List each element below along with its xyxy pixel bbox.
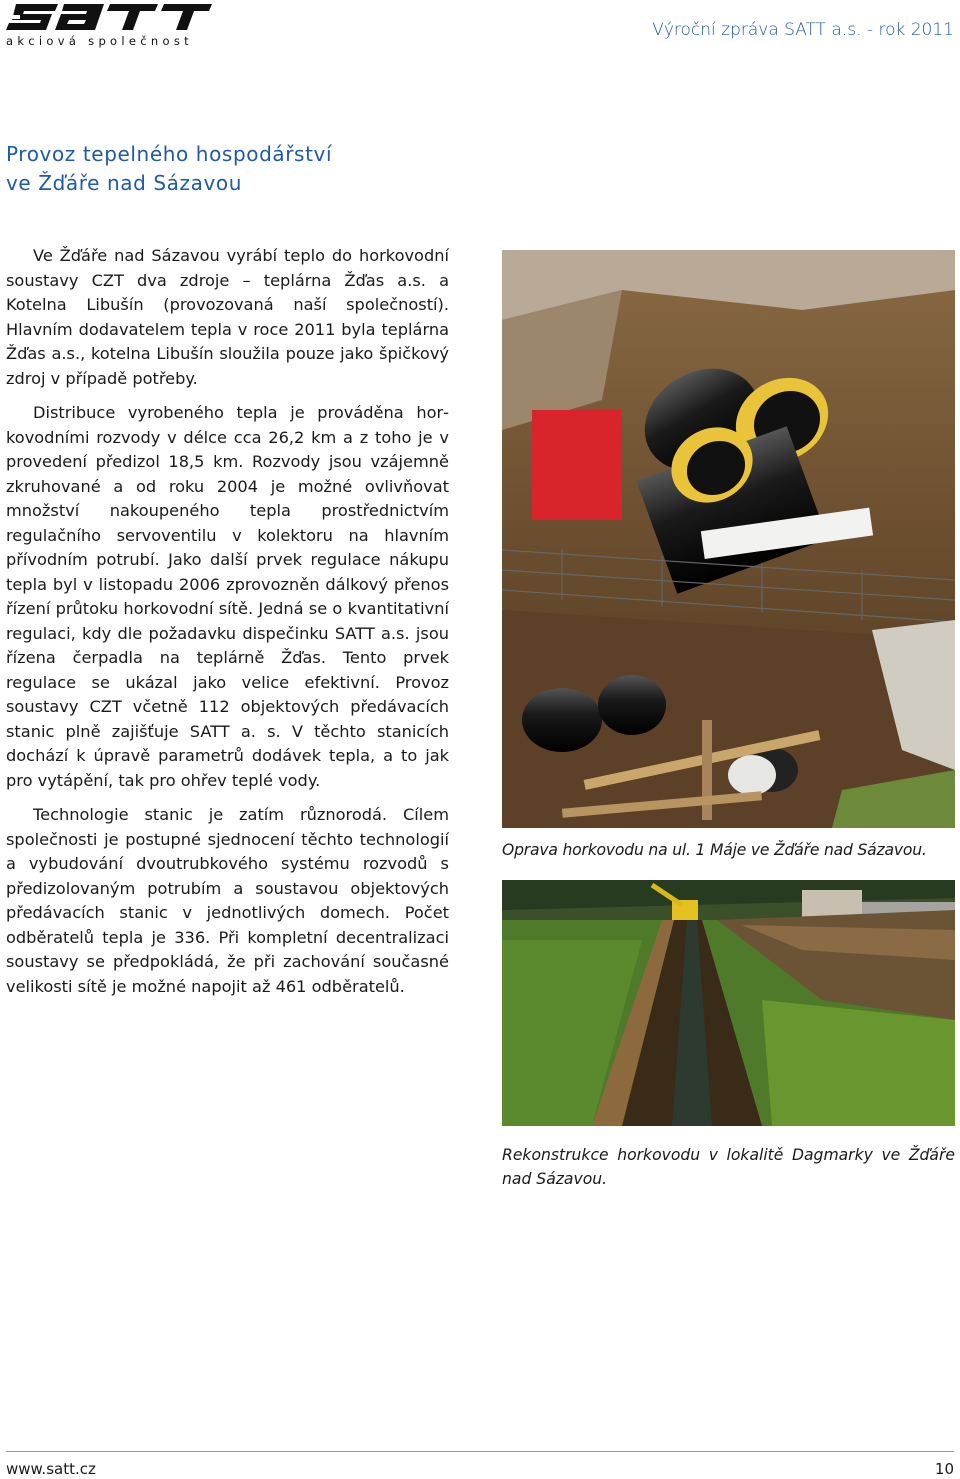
caption-photo-2: Rekonstrukce horkovodu v lokalitě Dagmarky ve Žďáře nad Sázavou. [502, 1146, 955, 1188]
satt-logo-mark [6, 2, 212, 34]
footer-website: www.satt.cz [6, 1460, 96, 1478]
report-title: Výroční zpráva SATT a.s. - rok 2011 [652, 20, 954, 40]
paragraph-technology: Technologie stanic je zatím různorodá. Cílem společnosti je postupné sjednocení těchto technologií a vybudování dvoutrubkového systému rozvodů s předizolovaným potrubím a soustavou objektových předávacích stanic v jednotlivých domech. Počet odběratelů tepla je 336. Při kompletní decentralizaci soustavy se předpokládá, že při zachování současné velikosti sítě je možné napojit až 461 odběratelů. [6, 805, 449, 996]
paragraph-distribution: Distribuce vyrobeného tepla je prováděna horkovodními rozvody v délce cca 26,2 km a z toho je v provedení předizol 18,5 km. Rozvody jsou vzájemně zkruhované a od roku 2004 je možné ovlivňovat množství nakoupeného tepla prostřednictvím regulačního servoventilu v kolektoru na hlavním přívodním potrubí. Jako další prvek regulace nákupu tepla byl v listopadu 2006 zprovozněn dálkový přenos řízení průtoku horkovodní sítě. Jedná se o kvantitativní regulaci, kdy dle požadavku dispečinku SATT a.s. jsou řízena čerpadla na teplárně Žďas. Tento prvek regulace se ukázal jako velice efektivní. Provoz soustavy CZT včetně 112 objektových předávacích stanic plně zajišťuje SATT a. s. V těchto stanicích dochází k úpravě parametrů dodávek tepla, a to jak pro vytápění, tak pro ohřev teplé vody. [6, 403, 449, 790]
section-title-line-2: ve Žďáře nad Sázavou [6, 171, 243, 195]
logo-subtitle: akciová společnost [6, 34, 193, 48]
photo-trench-reconstruction [502, 880, 955, 1126]
page-number: 10 [934, 1460, 954, 1478]
section-title-line-1: Provoz tepelného hospodářství [6, 142, 333, 166]
photo-pipe-repair [502, 250, 955, 828]
paragraph-sources: Ve Žďáře nad Sázavou vyrábí teplo do horkovodní soustavy CZT dva zdroje – teplárna Žďas a.s. a Kotelna Libušín (provozovaná naší společností). Hlavním dodavatelem tepla v roce 2011 byla teplárna Žďas a.s., kotelna Libušín sloužila pouze jako špičkový zdroj v případě potřeby. [6, 246, 449, 388]
satt-logo [6, 2, 212, 50]
footer-divider [6, 1451, 954, 1452]
section-title [6, 140, 332, 198]
body-text [6, 244, 449, 999]
caption-photo-1: Oprava horkovodu na ul. 1 Máje ve Žďáře nad Sázavou. [502, 841, 927, 859]
